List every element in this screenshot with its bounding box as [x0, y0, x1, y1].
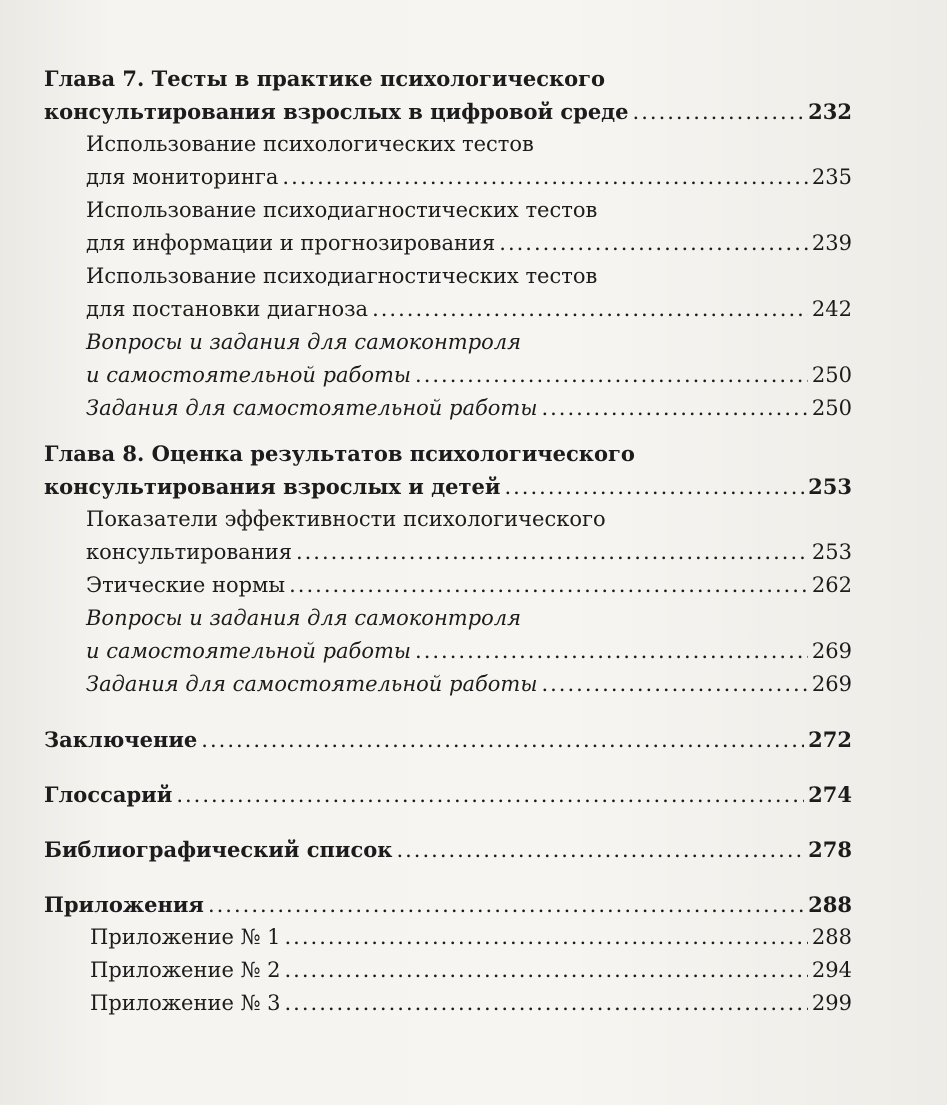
appendix-2-entry[interactable]: [44, 954, 852, 987]
leader-dots: [208, 889, 804, 922]
ch8-section-1-line1: Показатели эффективности психологического: [86, 507, 606, 531]
table-of-contents: [44, 62, 852, 1020]
glossary-entry[interactable]: [44, 778, 852, 811]
ch8-section-1-page: 253: [811, 540, 852, 564]
appendices-page: 288: [808, 892, 852, 917]
ch8-section-1-entry[interactable]: [44, 536, 852, 569]
ch7-tasks-title: Задания для самостоятельной работы: [86, 396, 538, 420]
leader-dots: [415, 635, 808, 668]
ch7-tasks-page: 250: [811, 396, 852, 420]
leader-dots: [289, 569, 808, 602]
leader-dots: [415, 359, 808, 392]
chapter-7-page: 232: [808, 99, 852, 124]
chapter-7-title-line1: Глава 7. Тесты в практике психологического: [44, 66, 606, 91]
ch7-questions-page: 250: [811, 363, 852, 387]
ch7-section-3-page: 242: [811, 297, 852, 321]
ch7-questions-entry[interactable]: [44, 359, 852, 392]
ch7-section-1-line2: для мониторинга: [86, 165, 279, 189]
ch7-section-1-page: 235: [811, 165, 852, 189]
leader-dots: [285, 921, 808, 954]
ch7-section-2-line1: Использование психодиагностических тестов: [86, 198, 598, 222]
ch7-section-1-entry[interactable]: [44, 161, 852, 194]
leader-dots: [285, 954, 808, 987]
conclusion-page: 272: [808, 727, 852, 752]
leader-dots: [285, 987, 808, 1020]
glossary-title: Глоссарий: [44, 782, 173, 807]
ch7-questions-line1: Вопросы и задания для самоконтроля: [86, 330, 522, 354]
ch7-tasks-entry[interactable]: [44, 392, 852, 425]
conclusion-entry[interactable]: [44, 723, 852, 756]
ch7-section-2-page: 239: [811, 231, 852, 255]
appendix-2-title: Приложение № 2: [90, 958, 281, 982]
appendix-3-page: 299: [811, 991, 852, 1015]
appendix-3-entry[interactable]: [44, 987, 852, 1020]
glossary-page: 274: [808, 782, 852, 807]
leader-dots: [396, 834, 804, 867]
chapter-7-entry[interactable]: [44, 95, 852, 128]
leader-dots: [372, 293, 808, 326]
bibliography-title: Библиографический список: [44, 837, 393, 862]
bibliography-page: 278: [808, 837, 852, 862]
bibliography-entry[interactable]: [44, 833, 852, 866]
leader-dots: [541, 668, 807, 701]
leader-dots: [176, 779, 804, 812]
leader-dots: [633, 96, 805, 129]
ch7-questions-line2: и самостоятельной работы: [86, 363, 412, 387]
chapter-8-page: 253: [808, 474, 852, 499]
appendices-entry[interactable]: [44, 888, 852, 921]
leader-dots: [282, 161, 808, 194]
ch7-section-3-line2: для постановки диагноза: [86, 297, 369, 321]
conclusion-title: Заключение: [44, 727, 198, 752]
ch8-section-2-page: 262: [811, 573, 852, 597]
chapter-8-title-line1: Глава 8. Оценка результатов психологического: [44, 441, 635, 466]
ch8-questions-page: 269: [811, 639, 852, 663]
appendix-1-entry[interactable]: [44, 921, 852, 954]
ch8-questions-line2: и самостоятельной работы: [86, 639, 412, 663]
chapter-8-title-line2: консультирования взрослых и детей: [44, 474, 501, 499]
ch8-tasks-page: 269: [811, 672, 852, 696]
ch8-tasks-title: Задания для самостоятельной работы: [86, 672, 538, 696]
ch8-section-1-line2: консультирования: [86, 540, 292, 564]
ch7-section-2-entry[interactable]: [44, 227, 852, 260]
ch7-section-3-line1: Использование психодиагностических тестов: [86, 264, 598, 288]
ch8-section-2-title: Этические нормы: [86, 573, 286, 597]
appendix-1-title: Приложение № 1: [90, 925, 281, 949]
appendix-2-page: 294: [811, 958, 852, 982]
leader-dots: [201, 724, 804, 757]
ch8-questions-entry[interactable]: [44, 635, 852, 668]
leader-dots: [541, 392, 807, 425]
chapter-7-title-line2: консультирования взрослых в цифровой среде: [44, 99, 629, 124]
appendices-title: Приложения: [44, 892, 204, 917]
chapter-8-entry[interactable]: [44, 470, 852, 503]
appendix-1-page: 288: [811, 925, 852, 949]
ch7-section-2-line2: для информации и прогнозирования: [86, 231, 496, 255]
ch8-tasks-entry[interactable]: [44, 668, 852, 701]
leader-dots: [504, 471, 804, 504]
leader-dots: [296, 536, 808, 569]
leader-dots: [499, 227, 808, 260]
ch8-questions-line1: Вопросы и задания для самоконтроля: [86, 606, 522, 630]
ch7-section-3-entry[interactable]: [44, 293, 852, 326]
ch8-section-2-entry[interactable]: [44, 569, 852, 602]
ch7-section-1-line1: Использование психологических тестов: [86, 132, 534, 156]
appendix-3-title: Приложение № 3: [90, 991, 281, 1015]
